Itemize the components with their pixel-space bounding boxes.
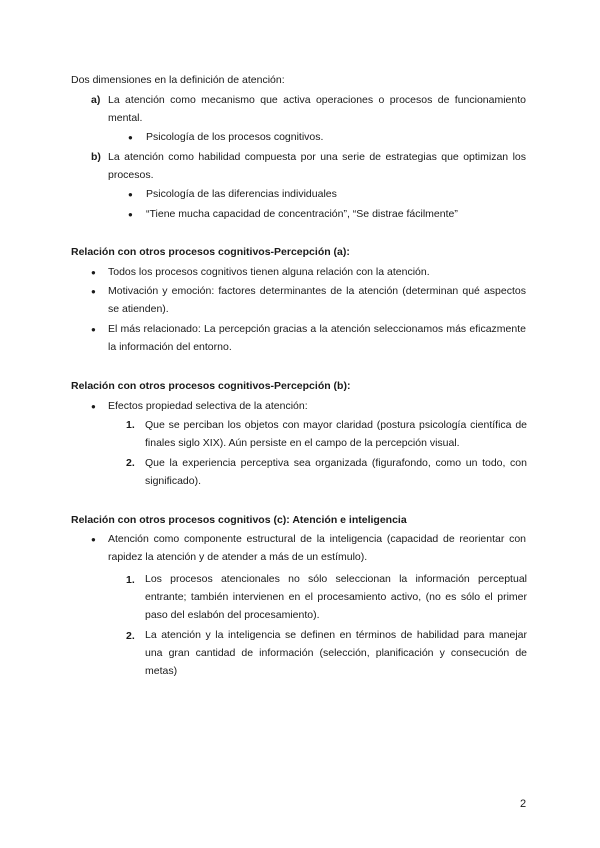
dimension-b-bullet-1: Psicología de las diferencias individuales <box>146 188 337 200</box>
section-c-heading: Relación con otros procesos cognitivos (c): Atención e inteligencia <box>71 514 407 526</box>
section-b-heading: Relación con otros procesos cognitivos-Percepción (b): <box>71 380 351 392</box>
intro-text: Dos dimensiones en la definición de atención: <box>71 74 285 86</box>
section-c-bullet: Atención como componente estructural de la inteligencia (capacidad de reorientar con rapidez la atención y de atender a más de un estímulo). <box>108 533 526 563</box>
section-b-number-2: 2. <box>126 457 135 469</box>
page-number: 2 <box>520 798 527 810</box>
dimension-text-b: La atención como habilidad compuesta por una serie de estrategias que optimizan los procesos. <box>108 151 526 181</box>
section-a-heading: Relación con otros procesos cognitivos-Percepción (a): <box>71 246 350 258</box>
section-a-bullet-2: Motivación y emoción: factores determinantes de la atención (determinan qué aspectos se atienden). <box>108 285 526 315</box>
bullet-icon: ● <box>91 402 96 411</box>
bullet-icon: ● <box>91 325 96 334</box>
bullet-icon: ● <box>91 287 96 296</box>
section-b-item-1: Que se perciban los objetos con mayor claridad (postura psicología científica de finales siglo XIX). Aún persiste en el campo de la percepción visual. <box>145 419 527 449</box>
dimension-marker-a: a) <box>91 94 101 106</box>
bullet-icon: ● <box>91 268 96 277</box>
section-b-number-1: 1. <box>126 419 135 431</box>
section-c-item-2: La atención y la inteligencia se definen en términos de habilidad para manejar una gran cantidad de información (selección, planificación y consecución de metas) <box>145 629 527 677</box>
section-a-bullet-3: El más relacionado: La percepción gracias a la atención seleccionamos más eficazmente la información del entorno. <box>108 323 526 353</box>
bullet-icon: ● <box>128 210 133 219</box>
bullet-icon: ● <box>128 190 133 199</box>
section-c-item-1: Los procesos atencionales no sólo seleccionan la información perceptual entrante; también intervienen en el procesamiento activo, (no es sólo el primer paso del eslabón del procesamiento). <box>145 573 527 621</box>
dimension-b-bullet-2: “Tiene mucha capacidad de concentración”, “Se distrae fácilmente” <box>146 208 458 220</box>
section-a-bullet-1: Todos los procesos cognitivos tienen alguna relación con la atención. <box>108 266 430 278</box>
section-b-bullet: Efectos propiedad selectiva de la atención: <box>108 400 308 412</box>
section-b-item-2: Que la experiencia perceptiva sea organizada (figurafondo, como un todo, con significado). <box>145 457 527 487</box>
bullet-icon: ● <box>91 535 96 544</box>
dimension-a-bullet-1: Psicología de los procesos cognitivos. <box>146 131 324 143</box>
section-c-number-2: 2. <box>126 630 135 642</box>
dimension-text-a: La atención como mecanismo que activa operaciones o procesos de funcionamiento mental. <box>108 94 526 124</box>
section-c-number-1: 1. <box>126 574 135 586</box>
bullet-icon: ● <box>128 133 133 142</box>
dimension-marker-b: b) <box>91 151 101 163</box>
